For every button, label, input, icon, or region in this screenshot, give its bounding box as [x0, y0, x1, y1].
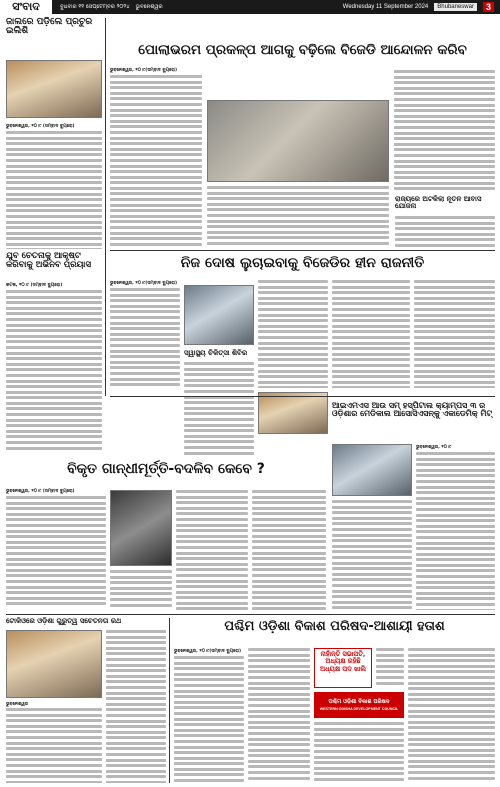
dateline-gandhi: ଭୁବନେଶ୍ୱର, ୧୦।୯ (ସମ୍ବାଦ ବ୍ୟୁରୋ): [6, 489, 75, 494]
wodc-box-text: ନାହାଁନ୍ତି ସଭାପତି, ଅଧ୍ୟକ୍ଷ ରହିଛି ଅଧ୍ୟକ୍ଷ ପଦ ଖାଲି: [319, 650, 366, 673]
headline-aims: ଆଇଏମଏସ ଆଉ ସମ୍ ହସ୍ପିଟାଲ କ୍ୟାମ୍ପସ ୩ ର ଓଡ଼ିଶାର ମେଡିକାଲ ଆସୋସିଏସନ୍‌କୁ ଏକାଡେମିକ୍ ମିଟ୍: [332, 401, 493, 419]
body-bottom-left: [6, 708, 102, 783]
dateline-lead: ଭୁବନେଶ୍ୱର, ୧୦।୯(ସମ୍ବାଦ ବ୍ୟୁରୋ): [110, 68, 178, 73]
wodc-sign-english: WESTERN ODISHA DEVELOPMENT COUNCIL: [319, 707, 399, 711]
headline-right-top: ରାଜ୍ୟରେ ଅଟକିଲା ନୂତନ ଆବାସ ଯୋଜନା: [395, 195, 482, 211]
photo-health-camp: [258, 392, 328, 434]
body-aims-col2: [416, 452, 495, 610]
body-lead-col2: [207, 186, 389, 246]
dateline-bottom-left: ଭୁବନେଶ୍ୱର: [6, 702, 29, 707]
dateline-wodc: ଭୁବନେଶ୍ୱର, ୧୦।୯(ସମ୍ବାଦ ବ୍ୟୁରୋ): [174, 649, 242, 654]
body-side-mid: [6, 290, 102, 450]
body-wodc-col1: [174, 656, 244, 783]
photo-politician-portrait: [184, 285, 254, 345]
masthead-right: [343, 0, 494, 14]
body-wodc-col5: [408, 648, 495, 783]
headline-gandhi: ବିକୃତ ଗାନ୍ଧୀମୂର୍ତ୍ତି-ବଦଳିବ କେବେ ?: [67, 461, 265, 477]
headline-side-mid: ଯୁବ ଚେତନାକୁ ଆକୃଷ୍ଟ କରିବାକୁ ଅଭିନବ ପ୍ରୟାସ: [6, 251, 92, 270]
rule-above-bottom: [6, 614, 495, 615]
edition-city: Bhubaneswar: [434, 3, 477, 11]
headline-lead: ପୋଲାଭରମ ପ୍ରକଳ୍ପ ଆଗକୁ ବଢ଼ିଲେ ବିଜେଡି ଆନ୍ଦୋଳନ କରିବ: [138, 42, 467, 58]
column-rule-bottom: [169, 618, 170, 783]
body-top-left: [6, 131, 102, 249]
rule-below-second: [110, 396, 495, 397]
page-number: 3: [483, 2, 494, 12]
photo-tokyo-rally: [6, 630, 102, 698]
masthead: [0, 0, 500, 14]
body-wodc-col2: [248, 648, 310, 783]
wodc-highlight-box: [314, 648, 372, 688]
body-lead-col1: [110, 75, 202, 247]
logo-box: [0, 0, 52, 14]
body-wodc-col3: [314, 722, 404, 783]
dateline-aims: ଭୁବନେଶ୍ୱର, ୧୦।୯: [416, 445, 452, 450]
body-gandhi-col2: [110, 570, 172, 610]
body-lead-col3: [394, 70, 495, 192]
body-gandhi-col4: [252, 490, 326, 610]
headline-health-camp: ସ୍ୱାସ୍ଥ୍ୟ ଚିକିତ୍ସା ଶିବିର: [184, 349, 248, 357]
body-right-top: [395, 216, 495, 248]
newspaper-logo: ସଂବାଦ: [12, 0, 40, 13]
edition-local: ଭୁବନେଶ୍ୱର: [135, 3, 163, 10]
photo-fishing-net: [6, 60, 102, 118]
body-gandhi-col1: [6, 496, 106, 608]
wodc-sign-local: ପଶ୍ଚିମ ଓଡ଼ିଶା ବିକାଶ ପରିଷଦ: [328, 699, 390, 705]
body-gandhi-col3: [176, 490, 248, 610]
body-second-col1: [110, 288, 180, 388]
rule-below-lead: [110, 250, 495, 251]
dateline-side-mid: କଟକ, ୧୦।୯ (ସମ୍ବାଦ ବ୍ୟୁରୋ): [6, 283, 63, 288]
body-second-col3: [332, 280, 410, 388]
date-local: ବୁଧବାର ୧୧ ସେପ୍ଟେମ୍ବର ୨୦୨୪: [60, 3, 130, 10]
photo-medical-meet: [332, 444, 412, 496]
wodc-sign: [314, 692, 404, 718]
body-bottom-left-col2: [106, 630, 166, 783]
date-english: Wednesday 11 September 2024: [342, 4, 429, 10]
headline-bottom-left: ଟୋକିଓରେ ଓଡ଼ିଶା ଗୁରୁତ୍ୱ ସଚେତନତା ରଥ: [6, 617, 122, 625]
photo-bjd-meeting: [207, 100, 389, 182]
dateline-top-left: ଭୁବନେଶ୍ୱର, ୧୦।୯ (ସମ୍ବାଦ ବ୍ୟୁରୋ): [6, 124, 75, 129]
body-health-camp: [184, 362, 254, 458]
body-second-col2: [258, 280, 328, 388]
body-aims-col1: [332, 500, 412, 610]
body-second-col4: [414, 280, 495, 388]
photo-gandhi-statue: [110, 490, 172, 566]
headline-second: ନିଜ ଦୋଷ ଲୁଚାଇବାକୁ ବିଜେଡିର ହୀନ ରାଜନୀତି: [180, 255, 425, 271]
headline-top-left: ଜାଲରେ ପଡ଼ିଲେ ପ୍ରଚୁର ଇଲିଶି: [6, 17, 93, 37]
dateline-second: ଭୁବନେଶ୍ୱର, ୧୦।୯(ସମ୍ବାଦ ବ୍ୟୁରୋ): [110, 281, 178, 286]
body-wodc-col4: [376, 648, 404, 688]
headline-wodc: ପଶ୍ଚିମ ଓଡ଼ିଶା ବିକାଶ ପରିଷଦ-ଆଶାୟୀ ହତାଶ: [224, 619, 445, 634]
column-rule-left: [105, 18, 106, 396]
